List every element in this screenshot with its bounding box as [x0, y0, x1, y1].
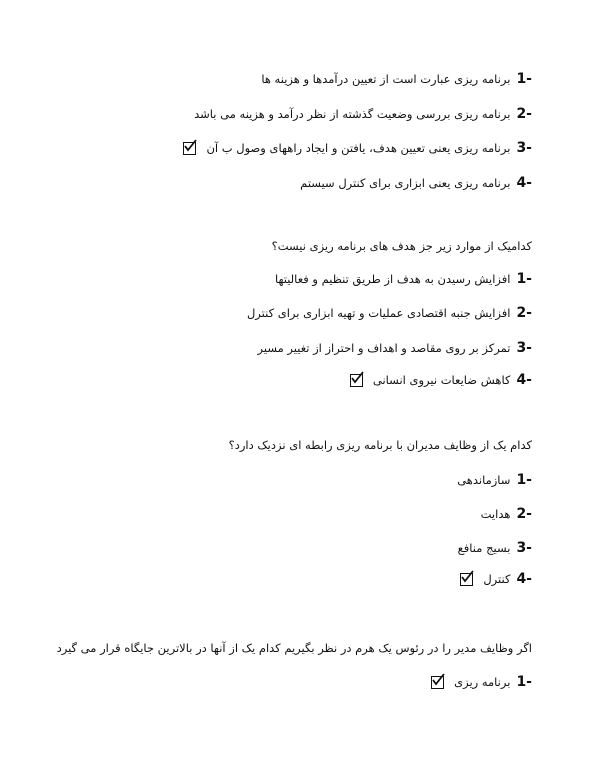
question-2: [272, 238, 532, 254]
option-number: 2-: [516, 506, 532, 522]
option-4-1: [431, 674, 532, 690]
option-number: 1-: [516, 472, 532, 488]
option-text: افزایش جنبه اقتصادی عملیات و تهیه ابزاری برای کنترل: [246, 306, 511, 320]
option-text: برنامه ریزی: [454, 675, 511, 689]
question-text: اگر وظایف مدیر را در رئوس یک هرم در نظر بگیریم کدام یک از آنها در بالاترین جایگاه قرار می گیرد: [56, 641, 532, 655]
option-text: کاهش ضایعات نیروی انسانی: [372, 373, 511, 387]
option-number: 1-: [516, 71, 532, 87]
question-text: کدامیک از موارد زیر جز هدف های برنامه ریزی نیست؟: [271, 239, 532, 253]
option-1-4: [300, 175, 532, 191]
option-text: بسیج منافع: [457, 541, 511, 555]
option-text: برنامه ریزی بررسی وضعیت گذشته از نظر درآمد و هزینه می باشد: [194, 107, 511, 121]
option-number: 4-: [516, 571, 532, 587]
option-1-2: [194, 106, 532, 122]
option-3-2: [481, 506, 532, 522]
option-text: هدایت: [480, 507, 511, 521]
option-number: 3-: [516, 340, 532, 356]
option-number: 3-: [516, 540, 532, 556]
option-text: افزایش رسیدن به هدف از طریق تنظیم و فعالیتها: [274, 272, 511, 286]
option-number: 1-: [516, 271, 532, 287]
option-text: کنترل: [483, 572, 511, 586]
option-number: 4-: [516, 372, 532, 388]
checkbox-checked-icon: [183, 142, 196, 155]
option-2-1: [275, 271, 532, 287]
checkbox-checked-icon: [350, 374, 363, 387]
option-text: برنامه ریزی عبارت است از تعیین درآمدها و هزینه ها: [261, 72, 511, 86]
option-3-3: [458, 540, 532, 556]
option-text: برنامه ریزی یعنی تعیین هدف، یافتن و ایجاد راههای وصول ب آن: [206, 141, 511, 155]
option-2-4: [350, 372, 532, 388]
question-4: [57, 640, 532, 656]
option-number: 1-: [516, 674, 532, 690]
option-1-3: [183, 140, 532, 156]
question-3: [229, 437, 532, 453]
option-number: 4-: [516, 175, 532, 191]
option-number: 3-: [516, 140, 532, 156]
question-text: کدام یک از وظایف مدیران با برنامه ریزی رابطه ای نزدیک دارد؟: [228, 438, 532, 452]
option-number: 2-: [516, 106, 532, 122]
option-1-1: [261, 71, 532, 87]
option-text: تمرکز بر روی مقاصد و اهداف و احتراز از تغییر مسیر: [257, 341, 511, 355]
option-text: سازماندهی: [457, 473, 511, 487]
option-number: 2-: [516, 305, 532, 321]
option-2-2: [247, 305, 532, 321]
option-2-3: [258, 340, 532, 356]
checkbox-checked-icon: [460, 573, 473, 586]
checkbox-checked-icon: [431, 676, 444, 689]
option-3-1: [457, 472, 532, 488]
option-3-4: [460, 571, 532, 587]
option-text: برنامه ریزی یعنی ابزاری برای کنترل سیستم: [300, 176, 511, 190]
